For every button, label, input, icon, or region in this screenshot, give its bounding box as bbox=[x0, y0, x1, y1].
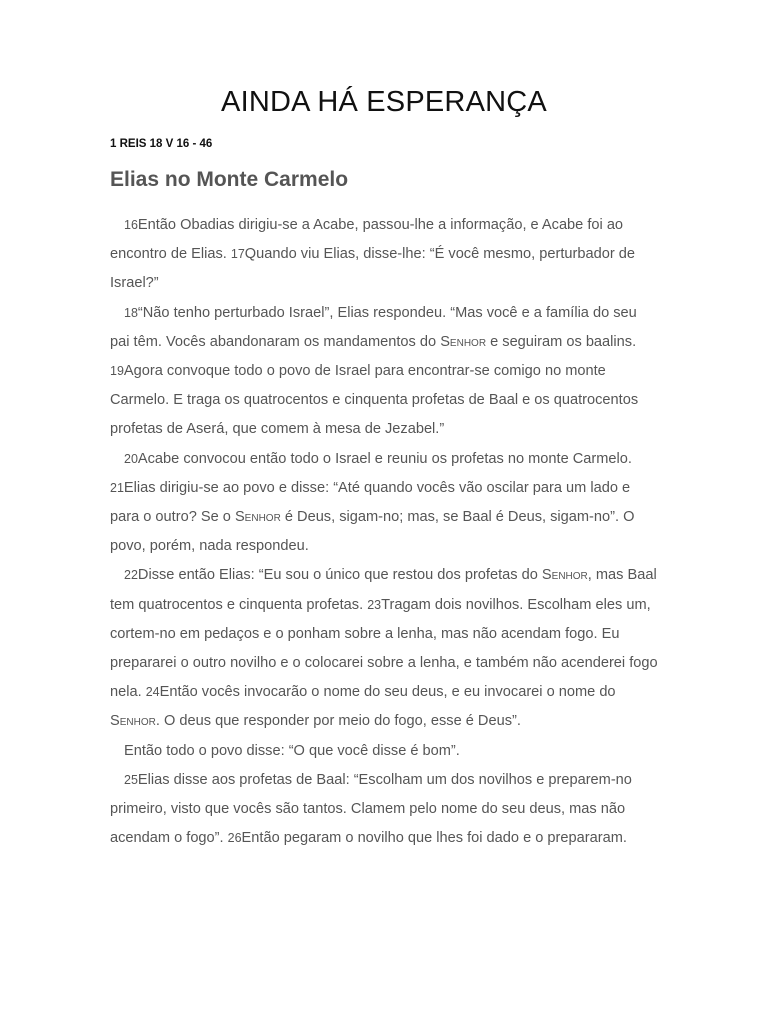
verse-number: 26 bbox=[227, 831, 242, 846]
verse-text: e seguiram os baalins. bbox=[486, 333, 637, 350]
verse-text: Então todo o povo disse: “O que você disse é bom”. bbox=[124, 742, 460, 759]
verse-text: “Não tenho perturbado Israel”, Elias respondeu. “Mas você e a família do seu pai têm. Vocês abandonaram os mandamentos do bbox=[110, 304, 637, 350]
passage-paragraph bbox=[110, 561, 658, 736]
verse-number: 20 bbox=[124, 451, 138, 466]
verse-number: 18 bbox=[124, 305, 138, 320]
verse-text: Quando viu Elias, disse-lhe: “É você mesmo, perturbador de Israel?” bbox=[110, 246, 635, 292]
verse-number: 25 bbox=[124, 772, 138, 787]
passage-paragraph bbox=[110, 766, 658, 854]
verse-text: Então pegaram o novilho que lhes foi dado e o prepararam. bbox=[241, 830, 627, 847]
verse-text: Então vocês invocarão o nome do seu deus, e eu invocarei o nome do bbox=[159, 684, 616, 701]
passage-paragraph bbox=[110, 445, 658, 562]
section-heading: Elias no Monte Carmelo bbox=[110, 168, 349, 191]
verse-text: Elias dirigiu-se ao povo e disse: “Até quando vocês vão oscilar para um lado e para o outro? Se o bbox=[110, 479, 631, 526]
scripture-reference: 1 REIS 18 V 16 - 46 bbox=[110, 138, 213, 150]
verse-number: 23 bbox=[367, 597, 382, 612]
passage-paragraph bbox=[110, 211, 658, 299]
passage-paragraph bbox=[110, 299, 658, 445]
verse-text: é Deus, sigam-no; mas, se Baal é Deus, sigam-no”. O povo, porém, nada respondeu. bbox=[110, 509, 635, 555]
verse-text: Acabe convocou então todo o Israel e reuniu os profetas no monte Carmelo. bbox=[137, 450, 632, 467]
verse-text: Disse então Elias: “Eu sou o único que restou dos profetas do bbox=[137, 567, 542, 584]
passage-body bbox=[110, 211, 658, 853]
verse-text: Agora convoque todo o povo de Israel para encontrar-se comigo no monte Carmelo. E traga os quatrocentos e cinquenta profetas de Baal e os quatrocentos profetas de Aserá, que comem à mesa de Jezabel.” bbox=[110, 363, 639, 438]
verse-number: 19 bbox=[110, 364, 124, 379]
verse-number: 16 bbox=[124, 218, 138, 232]
divine-name: Senhor bbox=[234, 509, 281, 526]
divine-name: Senhor bbox=[110, 713, 156, 730]
divine-name: Senhor bbox=[440, 333, 487, 350]
verse-number: 21 bbox=[110, 480, 124, 495]
divine-name: Senhor bbox=[541, 567, 588, 584]
document-title: AINDA HÁ ESPERANÇA bbox=[221, 86, 547, 118]
verse-number: 24 bbox=[145, 685, 160, 700]
verse-number: 17 bbox=[230, 247, 245, 262]
verse-text: , mas Baal tem quatrocentos e cinquenta profetas. bbox=[110, 567, 657, 613]
verse-text: Então Obadias dirigiu-se a Acabe, passou-lhe a informação, e Acabe foi ao encontro de Elias. bbox=[110, 217, 624, 263]
verse-number: 22 bbox=[124, 568, 138, 583]
verse-text: Elias disse aos profetas de Baal: “Escolham um dos novilhos e preparem-no primeiro, visto que vocês são tantos. Clamem pelo nome do seu deus, mas não acendam o fogo”. bbox=[110, 771, 632, 847]
passage-paragraph bbox=[110, 737, 658, 766]
verse-text: Tragam dois novilhos. Escolham eles um, cortem-no em pedaços e o ponham sobre a lenha, mas não acendam fogo. Eu prepararei o outro novilho e o colocarei sobre a lenha, e também não acenderei fogo nela. bbox=[110, 596, 658, 701]
verse-text: . O deus que responder por meio do fogo, esse é Deus”. bbox=[155, 713, 521, 730]
